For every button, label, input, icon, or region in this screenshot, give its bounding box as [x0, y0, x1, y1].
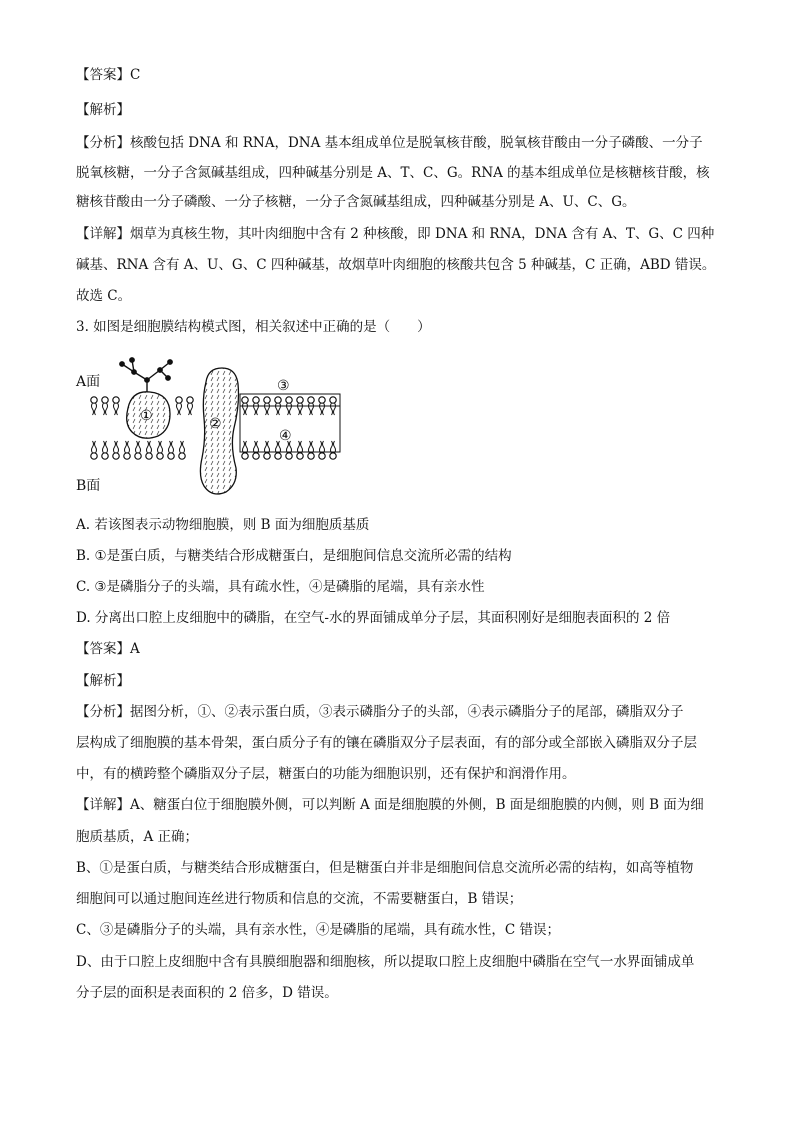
option-b: B. ①是蛋白质，与糖类结合形成糖蛋白，是细胞间信息交流所必需的结构	[76, 548, 512, 564]
answer-label: 【答案】A	[76, 641, 140, 657]
detail-text: 【详解】烟草为真核生物，其叶肉细胞中含有 2 种核酸，即 DNA 和 RNA，DNA 含有 A、T、G、C 四种	[76, 226, 715, 242]
analysis-text: 脱氧核糖，一分子含氮碱基组成，四种碱基分别是 A、T、C、G。RNA 的基本组成单位是核糖核苷酸，核	[76, 165, 710, 181]
mark-4: ④	[279, 428, 292, 444]
analysis-text: 层构成了细胞膜的基本骨架，蛋白质分子有的镶在磷脂双分子层表面，有的部分或全部嵌入磷脂双分子层	[76, 735, 697, 751]
analysis-label: 【解析】	[76, 102, 130, 118]
conclusion-text: 故选 C。	[76, 288, 132, 304]
option-d: D. 分离出口腔上皮细胞中的磷脂，在空气-水的界面铺成单分子层，其面积刚好是细胞表面积的 2 倍	[76, 610, 671, 626]
mark-1: ①	[140, 408, 153, 424]
detail-text: C、③是磷脂分子的头端，具有亲水性，④是磷脂的尾端，具有疏水性，C 错误；	[76, 922, 560, 938]
detail-text: 碱基、RNA 含有 A、U、G、C 四种碱基，故烟草叶肉细胞的核酸共包含 5 种碱基，C 正确，ABD 错误。	[76, 257, 716, 273]
detail-text: B、①是蛋白质，与糖类结合形成糖蛋白，但是糖蛋白并非是细胞间信息交流所必需的结构，如高等植物	[76, 860, 694, 876]
question-stem: 3. 如图是细胞膜结构模式图，相关叙述中正确的是（ ）	[76, 319, 431, 335]
sugar-chain	[120, 358, 172, 392]
detail-text: D、由于口腔上皮细胞中含有具膜细胞器和细胞核，所以提取口腔上皮细胞中磷脂在空气一水界面铺成单	[76, 954, 695, 970]
mark-3: ③	[277, 378, 290, 394]
analysis-text: 中，有的横跨整个磷脂双分子层，糖蛋白的功能为细胞识别，还有保护和润滑作用。	[76, 766, 576, 782]
detail-text: 胞质基质，A 正确；	[76, 829, 199, 845]
cell-membrane-diagram	[72, 352, 372, 502]
label-b-side: B面	[76, 478, 101, 494]
analysis-text: 糖核苷酸由一分子磷酸、一分子核糖，一分子含氮碱基组成，四种碱基分别是 A、U、C、G。	[76, 194, 636, 210]
detail-text: 分子层的面积是表面积的 2 倍多，D 错误。	[76, 985, 338, 1001]
option-a: A. 若该图表示动物细胞膜，则 B 面为细胞质基质	[76, 517, 370, 533]
option-c: C. ③是磷脂分子的头端，具有疏水性，④是磷脂的尾端，具有亲水性	[76, 579, 485, 595]
label-a-side: A面	[76, 374, 101, 390]
analysis-text: 【分析】核酸包括 DNA 和 RNA，DNA 基本组成单位是脱氧核苷酸，脱氧核苷酸由一分子磷酸、一分子	[76, 135, 703, 151]
analysis-label: 【解析】	[76, 673, 130, 689]
mark-2: ②	[209, 416, 222, 432]
analysis-text: 【分析】据图分析，①、②表示蛋白质，③表示磷脂分子的头部，④表示磷脂分子的尾部，磷脂双分子	[76, 704, 684, 720]
detail-text: 【详解】A、糖蛋白位于细胞膜外侧，可以判断 A 面是细胞膜的外侧，B 面是细胞膜的内侧，则 B 面为细	[76, 797, 704, 813]
answer-label: 【答案】C	[76, 67, 141, 83]
detail-text: 细胞间可以通过胞间连丝进行物质和信息的交流，不需要糖蛋白，B 错误；	[76, 891, 523, 907]
